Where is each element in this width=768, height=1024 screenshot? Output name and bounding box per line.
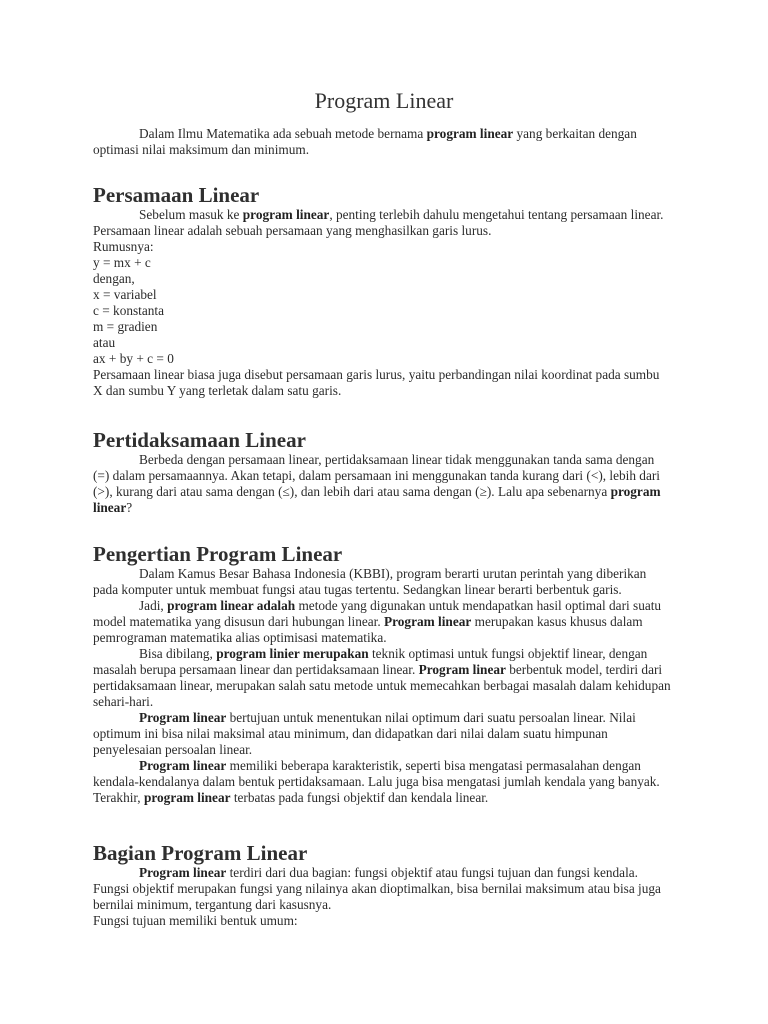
- formula-line: x = variabel: [93, 287, 157, 302]
- text: Berbeda dengan persamaan linear, pertidaksamaan linear tidak menggunakan tanda sama dengan (=) dalam persamaannya. Akan tetapi, dalam persamaan ini menggunakan tanda kurang dari (<), lebih dari (>), kurang dari atau sama dengan (≤), dan lebih dari atau sama dengan (≥). Lalu apa sebenarnya: [93, 452, 660, 499]
- formula-line: Rumusnya:: [93, 239, 154, 254]
- section-paragraph: [93, 452, 672, 516]
- section-paragraph: [93, 646, 672, 710]
- section-paragraph: [93, 710, 672, 758]
- text: terbatas pada fungsi objektif dan kendala linear.: [230, 790, 489, 805]
- intro-bold: program linear: [426, 126, 514, 141]
- text: Jadi,: [139, 598, 168, 613]
- section-paragraph: [93, 865, 672, 913]
- document-title: Program Linear: [314, 88, 454, 113]
- section-heading: Persamaan Linear: [93, 183, 260, 207]
- bold-text: Program linear: [139, 710, 227, 725]
- intro-paragraph: [93, 126, 672, 158]
- formula-line: y = mx + c: [93, 255, 151, 270]
- formula-line: atau: [93, 335, 116, 350]
- formula-line: m = gradien: [93, 319, 158, 334]
- text: bertujuan untuk menentukan nilai optimum dari suatu persoalan linear. Nilai optimum ini bisa nilai maksimal atau minimum, dan didapatkan dari nilai dalam suatu himpunan penyelesaian persoalan linear.: [93, 710, 636, 757]
- bold-text: program linear: [143, 790, 231, 805]
- section-paragraph: [93, 207, 672, 239]
- section-heading: Bagian Program Linear: [93, 841, 308, 865]
- text: Sebelum masuk ke: [139, 207, 243, 222]
- bold-text: Program linear: [139, 758, 227, 773]
- text: Bisa dibilang,: [139, 646, 217, 661]
- intro-text: Dalam Ilmu Matematika ada sebuah metode bernama: [139, 126, 427, 141]
- section-paragraph: Dalam Kamus Besar Bahasa Indonesia (KBBI), program berarti urutan perintah yang diberikan pada komputer untuk membuat fungsi atau tugas tertentu. Sedangkan linear berarti berbentuk garis.: [93, 566, 647, 597]
- formula-line: dengan,: [93, 271, 135, 286]
- section-paragraph: [93, 758, 672, 806]
- text: berbentuk model, terdiri dari pertidaksamaan linear, merupakan salah satu metode untuk memecahkan berbagai masalah dalam kehidupan sehari-hari.: [93, 662, 671, 709]
- bold-text: program linear: [93, 484, 661, 515]
- bold-text: program linear: [242, 207, 330, 222]
- section-paragraph: Persamaan linear biasa juga disebut persamaan garis lurus, yaitu perbandingan nilai koordinat pada sumbu X dan sumbu Y yang terletak dalam satu garis.: [93, 367, 660, 398]
- section-persamaan-linear: [93, 183, 672, 399]
- section-heading: Pengertian Program Linear: [93, 542, 343, 566]
- bold-text: program linier merupakan: [216, 646, 369, 661]
- formula-line: c = konstanta: [93, 303, 165, 318]
- bold-text: Program linear: [418, 662, 506, 677]
- section-heading: Pertidaksamaan Linear: [93, 428, 306, 452]
- bold-text: program linear adalah: [167, 598, 296, 613]
- section-paragraph: [93, 598, 672, 646]
- text: terdiri dari dua bagian: fungsi objektif atau fungsi tujuan dan fungsi kendala. Fungsi objektif merupakan fungsi yang nilainya akan dioptimalkan, bisa bernilai maksimum atau bisa juga bernilai minimum, tergantung dari kasusnya.: [93, 865, 661, 912]
- text: memiliki beberapa karakteristik, seperti bisa mengatasi permasalahan dengan kendala-kendalanya dalam bentuk pertidaksamaan. Lalu juga bisa mengatasi jumlah kendala yang banyak. Terakhir,: [93, 758, 660, 805]
- text: teknik optimasi untuk fungsi objektif linear, dengan masalah berupa persamaan linear dan pertidaksamaan linear.: [93, 646, 648, 677]
- section-bagian-program-linear: [93, 841, 672, 929]
- text: , penting terlebih dahulu mengetahui tentang persamaan linear. Persamaan linear adalah sebuah persamaan yang menghasilkan garis lurus.: [93, 207, 664, 238]
- text: merupakan kasus khusus dalam pemrograman matematika alias optimisasi matematika.: [93, 614, 643, 645]
- text: metode yang digunakan untuk mendapatkan hasil optimal dari suatu model matematika yang disusun dari hubungan linear.: [93, 598, 662, 629]
- section-pertidaksamaan-linear: [93, 428, 672, 516]
- text: ?: [126, 500, 133, 515]
- bold-text: Program linear: [139, 865, 227, 880]
- section-pengertian-program-linear: [93, 542, 672, 806]
- bold-text: Program linear: [384, 614, 472, 629]
- section-paragraph: Fungsi tujuan memiliki bentuk umum:: [93, 913, 298, 928]
- formula-line: ax + by + c = 0: [93, 351, 174, 366]
- intro-section: [93, 126, 672, 158]
- intro-text-end: yang berkaitan dengan optimasi nilai maksimum dan minimum.: [93, 126, 637, 157]
